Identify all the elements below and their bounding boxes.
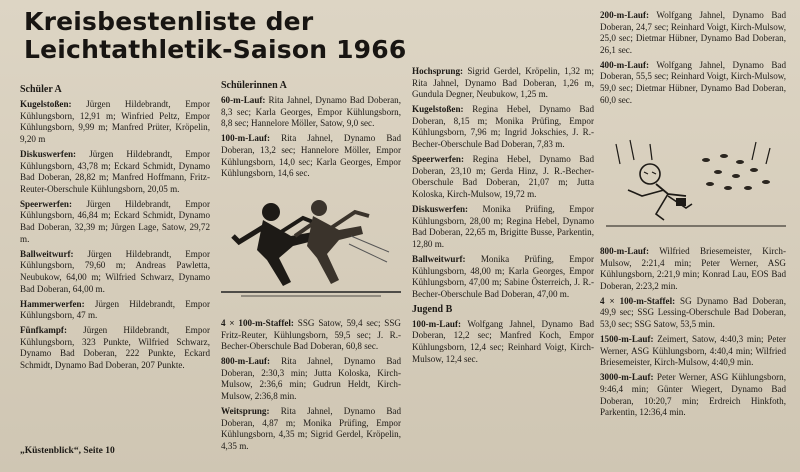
result-paragraph bbox=[412, 154, 594, 200]
result-paragraph bbox=[412, 204, 594, 250]
result-paragraph bbox=[20, 299, 210, 322]
result-paragraph bbox=[20, 249, 210, 295]
event-results: Jürgen Hildebrandt, Empor Kühlungsborn, 43,78 m; Eckard Schmidt, Dynamo Bad Doberan, 28,82 m; Manfred Hoffmann, Fritz-Reuter-Oberschule Kühlungsborn, 20,05 m. bbox=[20, 148, 210, 194]
event-label: Hammerwerfen: bbox=[20, 298, 85, 309]
result-paragraph bbox=[600, 296, 786, 331]
column-1 bbox=[20, 84, 210, 375]
event-label: Speerwerfen: bbox=[20, 198, 73, 209]
event-results: Rita Jahnel, Dynamo Bad Doberan, 13,2 sec; Hannelore Möller, Empor Kühlungsborn, 14,0 sec; Karla Georges, Empor Kühlungsborn, 14,6 sec. bbox=[221, 133, 401, 179]
sprinters-illustration bbox=[221, 192, 401, 302]
event-label: Fünfkampf: bbox=[20, 325, 67, 336]
runner-cartoon-illustration bbox=[606, 130, 786, 234]
result-paragraph bbox=[600, 10, 786, 56]
event-results: Rita Jahnel, Dynamo Bad Doberan, 8,3 sec; Karla Georges, Empor Kühlungsborn, 8,8 sec; Hannelore Möller, Satow, 9,0 sec. bbox=[221, 95, 401, 129]
column-4-top bbox=[600, 10, 786, 110]
result-paragraph bbox=[412, 104, 594, 150]
event-label: 3000-m-Lauf: bbox=[600, 372, 654, 383]
event-label: 800-m-Lauf: bbox=[221, 356, 270, 367]
result-paragraph bbox=[20, 199, 210, 245]
event-results: Jürgen Hildebrandt, Empor Kühlungsborn, 79,60 m; Andreas Pawletta, Neubukow, 64,00 m; Wilfried Schwarz, Dynamo Bad Doberan, 64,00 m. bbox=[20, 248, 210, 294]
title-line-1: Kreisbestenliste der bbox=[24, 7, 314, 36]
article-title bbox=[24, 8, 406, 64]
event-label: 800-m-Lauf: bbox=[600, 246, 649, 256]
event-results: Jürgen Hildebrandt, Empor Kühlungsborn, 323 Punkte, Wilfried Schwarz, Dynamo Bad Doberan, 222 Punkte, Eckard Schmidt, Dynamo Bad Doberan, 207 Punkte. bbox=[20, 325, 210, 371]
event-label: 400-m-Lauf: bbox=[600, 59, 649, 70]
event-label: Diskuswerfen: bbox=[412, 204, 469, 215]
title-line-2: Leichtathletik-Saison 1966 bbox=[24, 35, 407, 64]
event-results: Wilfried Briesemeister, Kirch-Mulsow, 2:21,4 min; Peter Werner, ASG Kühlungsborn, 2:21,9 min; Konrad Lau, EOS Bad Doberan, 2:23,2 min. bbox=[600, 246, 786, 291]
event-label: Speerwerfen: bbox=[412, 154, 465, 165]
event-results: Rita Jahnel, Dynamo Bad Doberan, 2:30,3 min; Jutta Koloska, Kirch-Mulsow, 2:36,6 min; Gudrun Heldt, Kirch-Mulsow, 2:36,8 min. bbox=[221, 356, 401, 402]
event-label: Hochsprung: bbox=[412, 66, 464, 76]
event-results: Rita Jahnel, Dynamo Bad Doberan, 4,87 m; Monika Prüfing, Empor Kühlungsborn, 4,35 m; Sigrid Gerdel, Kröpelin, 4,35 m. bbox=[221, 406, 401, 451]
event-label: Weitsprung: bbox=[221, 406, 270, 417]
column-2-top bbox=[221, 80, 401, 183]
event-label: 4 × 100-m-Staffel: bbox=[600, 295, 676, 306]
event-results: Regina Hebel, Dynamo Bad Doberan, 23,10 m; Gerda Hinz, J. R.-Becher-Oberschule Bad Doberan, 21,07 m; Jutta Koloska, Kirch-Mulsow, 19,72 m. bbox=[412, 154, 594, 199]
event-results: Jürgen Hildebrandt, Empor Kühlungsborn, 12,91 m; Winfried Peltz, Empor Kühlungsborn, 9,99 m; Manfred Prüter, Kröpelin, 9,20 m bbox=[20, 99, 210, 144]
result-paragraph bbox=[600, 372, 786, 418]
event-label: Diskuswerfen: bbox=[20, 148, 77, 159]
event-results: Jürgen Hildebrandt, Empor Kühlungsborn, 47 m. bbox=[20, 298, 210, 321]
result-paragraph bbox=[600, 246, 786, 292]
section-header-schuelerinnen-a: Schülerinnen A bbox=[221, 80, 287, 91]
event-label: 100-m-Lauf: bbox=[221, 133, 270, 144]
event-results: Sigrid Gerdel, Kröpelin, 1,32 m; Rita Jahnel, Dynamo Bad Doberan, 1,26 m, Gundula Degner, Neubukow, 1,25 m. bbox=[412, 66, 594, 100]
result-paragraph bbox=[221, 318, 401, 353]
result-paragraph bbox=[221, 406, 401, 452]
result-paragraph bbox=[600, 334, 786, 369]
section-header-jugend-b: Jugend B bbox=[412, 303, 453, 315]
column-2-bottom bbox=[221, 318, 401, 456]
column-4-bottom bbox=[600, 246, 786, 422]
event-label: 1500-m-Lauf: bbox=[600, 334, 654, 345]
event-label: 4 × 100-m-Staffel: bbox=[221, 318, 294, 328]
event-results: Wolfgang Jahnel, Dynamo Bad Doberan, 12,2 sec; Manfred Koch, Empor Kühlungsborn, 12,4 sec; Reinhard Voigt, Kirch-Mulsow, 12,4 sec. bbox=[412, 318, 594, 364]
event-label: Kugelstoßen: bbox=[20, 99, 72, 110]
event-results: Monika Prüfing, Empor Kühlungsborn, 28,00 m; Regina Hebel, Dynamo Bad Doberan, 22,65 m, Brigitte Busse, Parkentin, 12,80 m. bbox=[412, 204, 594, 249]
event-results: Monika Prüfing, Empor Kühlungsborn, 48,00 m; Karla Georges, Empor Kühlungsborn, 47,00 m; Sabine Österreich, J. R.-Becher-Oberschule Bad Doberan, 47,00 m. bbox=[412, 253, 594, 299]
column-3 bbox=[412, 66, 594, 369]
result-paragraph bbox=[221, 95, 401, 130]
event-results: Regina Hebel, Dynamo Bad Doberan, 8,15 m; Monika Prüfing, Empor Kühlungsborn, 7,96 m; Ingrid Jokschies, J. R.-Becher-Oberschule Bad Doberan, 7,83 m. bbox=[412, 104, 594, 150]
event-label: 200-m-Lauf: bbox=[600, 10, 649, 20]
result-paragraph bbox=[412, 319, 594, 365]
result-paragraph bbox=[600, 60, 786, 106]
result-paragraph bbox=[412, 254, 594, 300]
event-results: SSG Satow, 59,4 sec; SSG Fritz-Reuter, Kühlungsborn, 59,5 sec; J. R.-Becher-Oberschule Bad Doberan, 60,8 sec. bbox=[221, 318, 401, 352]
event-label: 60-m-Lauf: bbox=[221, 95, 266, 106]
event-label: Ballweitwurf: bbox=[20, 248, 74, 259]
event-label: Kugelstoßen: bbox=[412, 104, 464, 115]
result-paragraph bbox=[221, 356, 401, 402]
event-results: SG Dynamo Bad Doberan, 49,9 sec; SSG Lessing-Oberschule Bad Doberan, 53,0 sec; SSG Satow, 53,5 min. bbox=[600, 295, 786, 330]
event-results: Wolfgang Jahnel, Dynamo Bad Doberan, 24,7 sec; Reinhard Voigt, Kirch-Mulsow, 25,0 sec; Dietmar Hübner, Dynamo Bad Doberan, 26,1 sec. bbox=[600, 10, 786, 55]
result-paragraph bbox=[20, 149, 210, 195]
event-results: Peter Werner, ASG Kühlungsborn, 9:46,4 min; Günter Wiegert, Dynamo Bad Doberan, 10:20,7 min; Erdreich Hinkfoth, Parkentin, 12:36,4 min. bbox=[600, 372, 786, 418]
event-results: Wolfgang Jahnel, Dynamo Bad Doberan, 55,5 sec; Reinhard Voigt, Kirch-Mulsow, 59,0 sec; Dietmar Hübner, Dynamo Bad Doberan, 60,0 sec. bbox=[600, 59, 786, 105]
result-paragraph bbox=[20, 325, 210, 371]
event-label: 100-m-Lauf: bbox=[412, 318, 461, 329]
section-header-schueler-a: Schüler A bbox=[20, 84, 62, 95]
result-paragraph bbox=[412, 66, 594, 101]
event-label: Ballweitwurf: bbox=[412, 253, 466, 264]
result-paragraph bbox=[20, 99, 210, 145]
result-paragraph bbox=[221, 133, 401, 179]
event-results: Zeimert, Satow, 4:40,3 min; Peter Werner, ASG Kühlungsborn, 4:40,4 min; Wilfried Briesemeister, Kirch-Mulsow, 4:40,9 min. bbox=[600, 334, 786, 368]
event-results: Jürgen Hildebrandt, Empor Kühlungsborn, 46,84 m; Eckard Schmidt, Dynamo Bad Doberan, 32,39 m; Jürgen Lage, Satow, 29,72 m. bbox=[20, 198, 210, 244]
source-line: „Küstenblick“, Seite 10 bbox=[20, 446, 115, 456]
